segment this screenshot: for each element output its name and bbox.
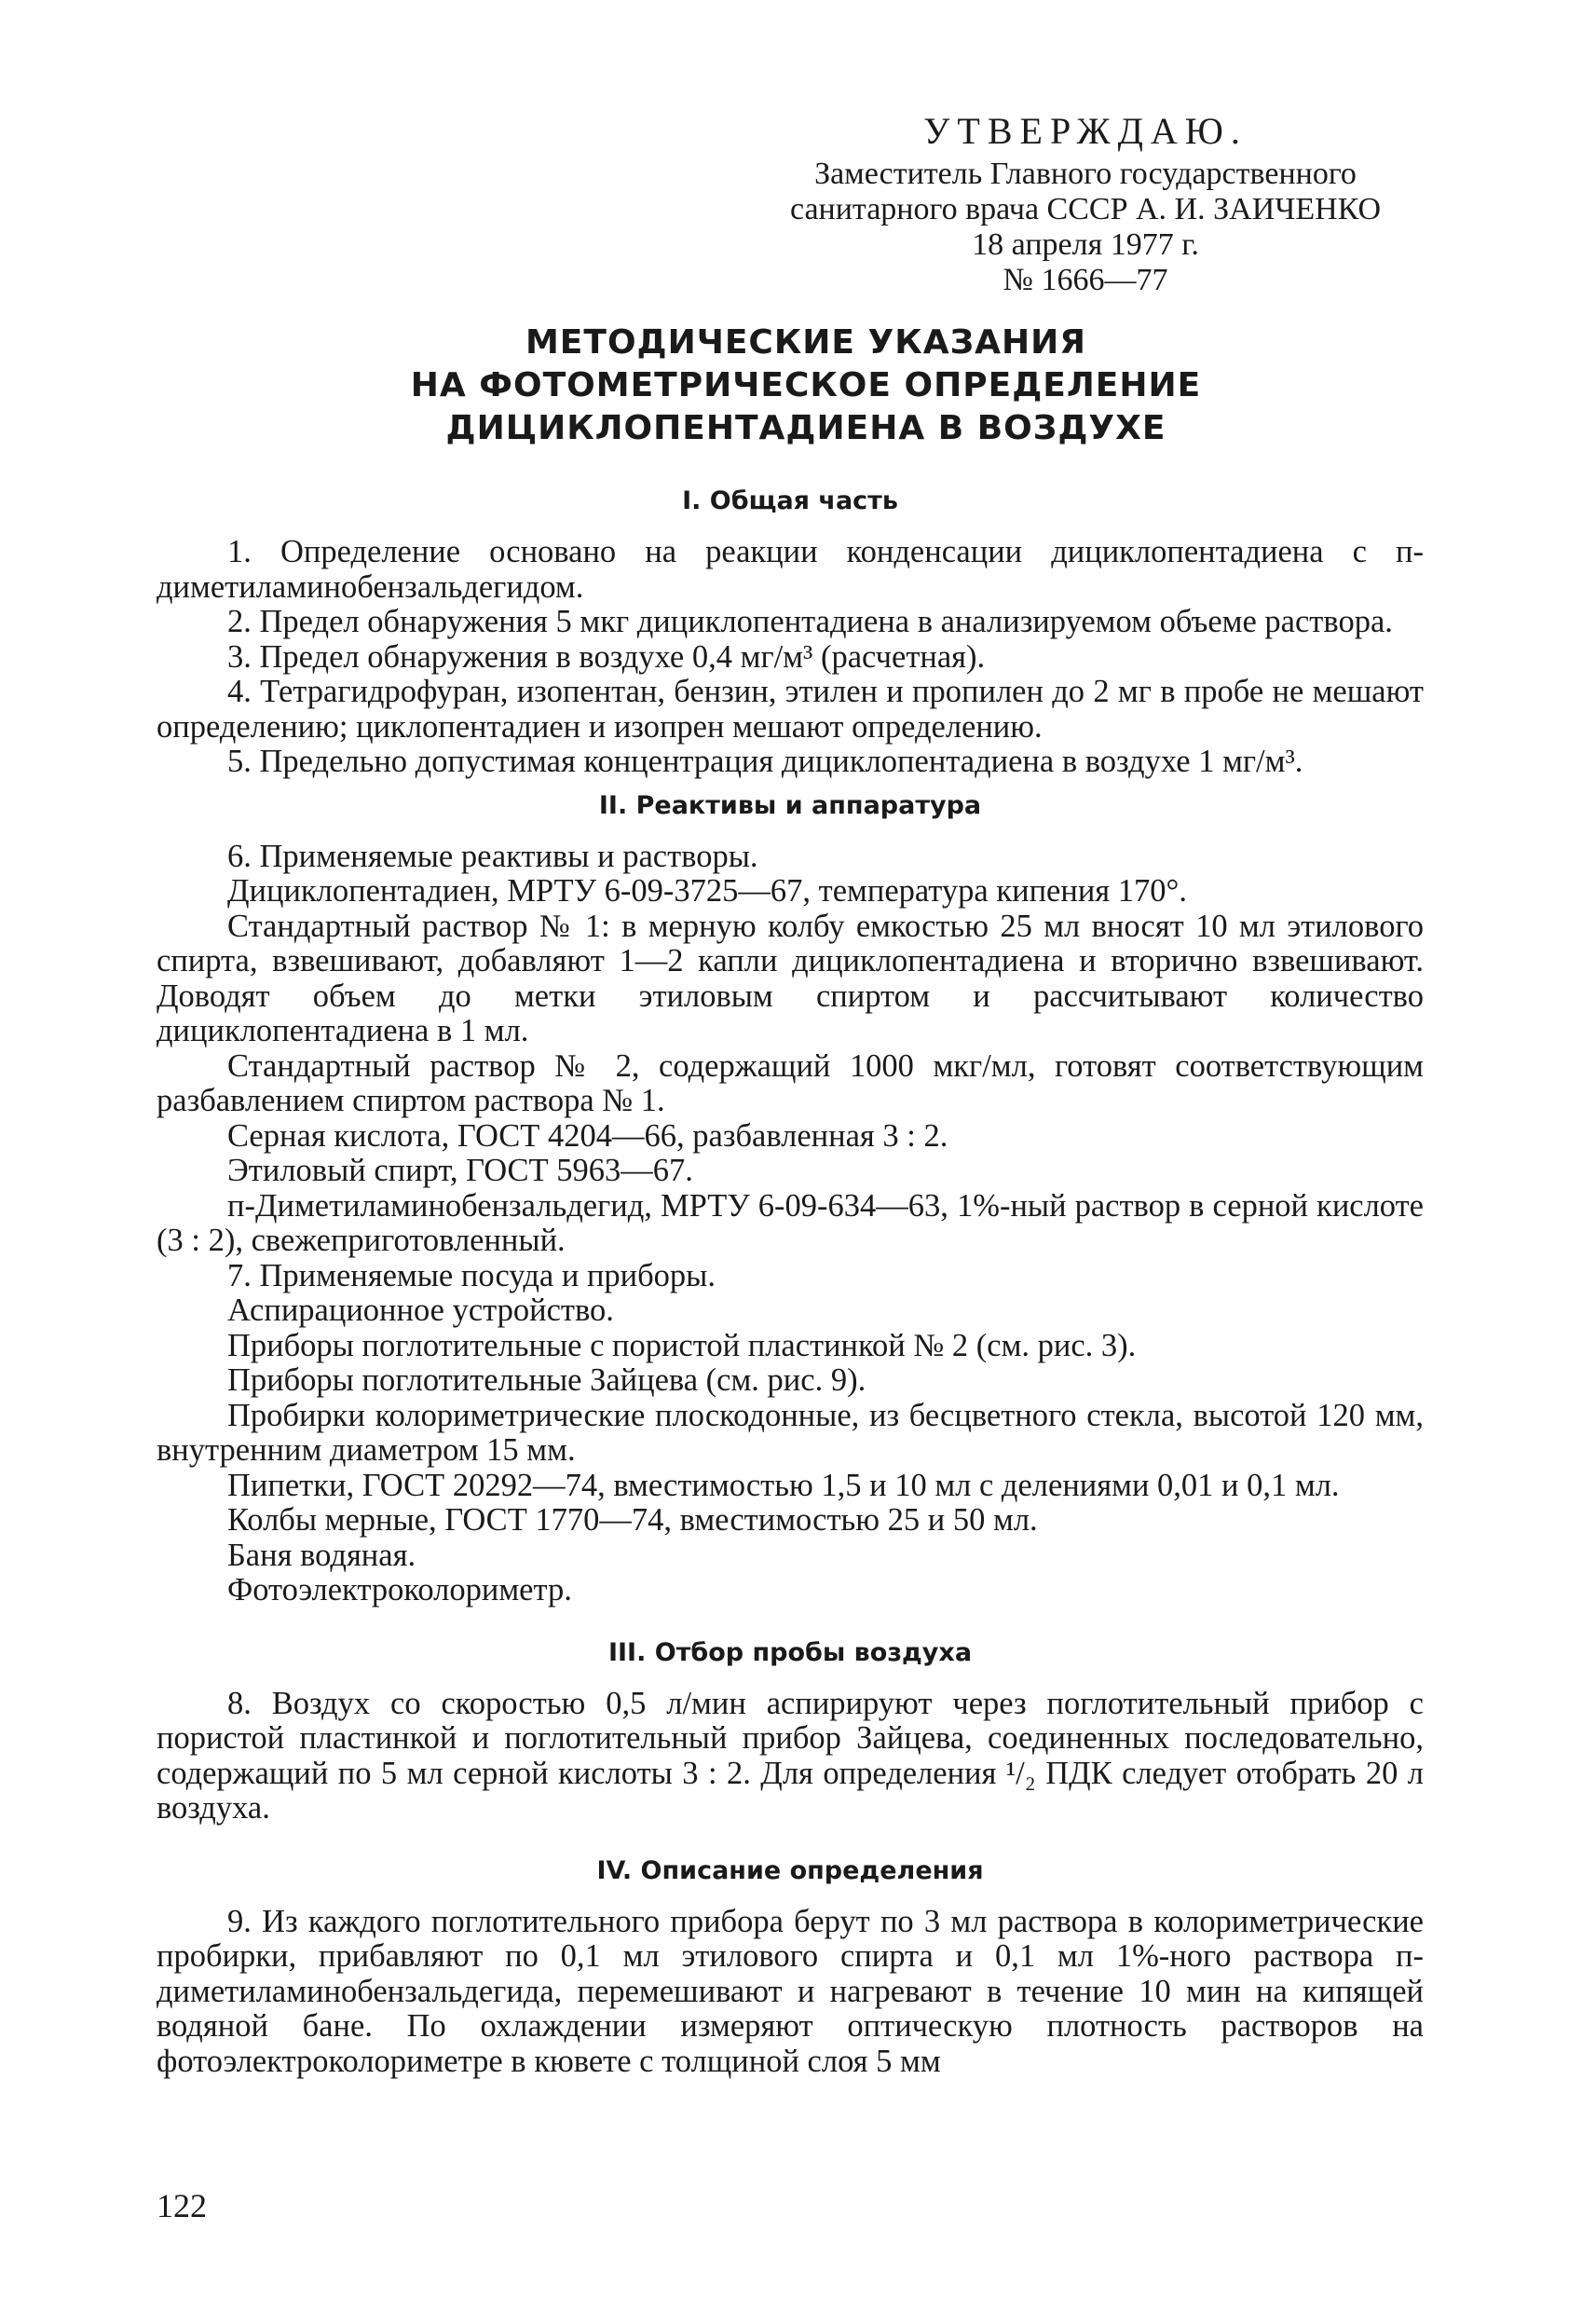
- paragraph: Пробирки колориметрические плоскодонные, из бесцветного стекла, высотой 120 мм, внутренним диаметром 15 мм.: [157, 1397, 1424, 1468]
- approval-date: 18 апреля 1977 г.: [972, 227, 1199, 262]
- paragraph: Приборы поглотительные Зайцева (см. рис. 9).: [227, 1362, 866, 1398]
- paragraph: п-Диметиламинобензальдегид, МРТУ 6-09-634—63, 1%-ный раствор в серной кислоте (3 : 2), свежеприготовленный.: [157, 1187, 1424, 1258]
- approval-line: Заместитель Главного государственного: [814, 157, 1357, 191]
- document-title: [280, 321, 1332, 450]
- section-heading: I. Общая часть: [682, 486, 898, 515]
- paragraph: Приборы поглотительные с пористой пластинкой № 2 (см. рис. 3).: [227, 1327, 1137, 1363]
- title-line: ДИЦИКЛОПЕНТАДИЕНА В ВОЗДУХЕ: [445, 409, 1166, 447]
- paragraph: 7. Применяемые посуда и приборы.: [227, 1257, 716, 1293]
- paragraph: Стандартный раствор № 1: в мерную колбу емкостью 25 мл вносят 10 мл этилового спирта, взвешивают, добавляют 1—2 капли дициклопентадиена и вторично взвешивают. Доводят объем до метки этиловым спиртом и рассчитывают количество дициклопентадиена в 1 мл.: [157, 908, 1424, 1048]
- title-line: НА ФОТОМЕТРИЧЕСКОЕ ОПРЕДЕЛЕНИЕ: [410, 366, 1202, 404]
- paragraph: 5. Предельно допустимая концентрация дициклопентадиена в воздухе 1 мг/м³.: [227, 744, 1303, 779]
- paragraph: 2. Предел обнаружения 5 мкг дициклопентадиена в анализируемом объеме раствора.: [227, 604, 1393, 639]
- title-line: МЕТОДИЧЕСКИЕ УКАЗАНИЯ: [525, 323, 1086, 362]
- paragraph: Баня водяная.: [227, 1537, 416, 1573]
- paragraph: Колбы мерные, ГОСТ 1770—74, вместимостью 25 и 50 мл.: [227, 1502, 1038, 1538]
- paragraph: Стандартный раствор № 2, содержащий 1000 мкг/мл, готовят соответствующим разбавлением спиртом раствора № 1.: [157, 1047, 1424, 1118]
- paragraph: 1. Определение основано на реакции конденсации дициклопентадиена с п-диметиламинобензальдегидом.: [157, 534, 1424, 605]
- paragraph: 9. Из каждого поглотительного прибора берут по 3 мл раствора в колориметрические пробирки, прибавляют по 0,1 мл этилового спирта и 0,1 мл 1%-ного раствора п-диметиламинобензальдегида, перемешивают и нагревают в течение 10 мин на кипящей водяной бане. По охлаждении измеряют оптическую плотность растворов на фотоэлектроколориметре в кювете с толщиной слоя 5 мм: [157, 1903, 1424, 2079]
- approval-heading: УТВЕРЖДАЮ.: [923, 110, 1248, 152]
- paragraph: Пипетки, ГОСТ 20292—74, вместимостью 1,5 и 10 мл с делениями 0,01 и 0,1 мл.: [227, 1467, 1340, 1503]
- section-heading: IV. Описание определения: [596, 1855, 984, 1885]
- paragraph: 6. Применяемые реактивы и растворы.: [227, 838, 758, 874]
- paragraph: Дициклопентадиен, МРТУ 6-09-3725—67, температура кипения 170°.: [227, 873, 1187, 909]
- paragraph: 4. Тетрагидрофуран, изопентан, бензин, этилен и пропилен до 2 мг в пробе не мешают определению; циклопентадиен и изопрен мешают определению.: [157, 674, 1424, 745]
- document-body: [157, 485, 1424, 2079]
- paragraph: Серная кислота, ГОСТ 4204—66, разбавленная 3 : 2.: [227, 1117, 948, 1154]
- approval-number: № 1666—77: [1003, 263, 1168, 297]
- paragraph: Фотоэлектроколориметр.: [227, 1572, 572, 1607]
- paragraph: Этиловый спирт, ГОСТ 5963—67.: [227, 1153, 693, 1188]
- paragraph: 8. Воздух со скоростью 0,5 л/мин аспирируют через поглотительный прибор с пористой пластинкой и поглотительный прибор Зайцева, соединенных последовательно, содержащий по 5 мл серной кислоты 3 : 2. Для определения ¹/₂ ПДК следует отобрать 20 л воздуха.: [157, 1685, 1424, 1826]
- page-number: 122: [157, 2187, 207, 2224]
- approval-line: санитарного врача СССР А. И. ЗАИЧЕНКО: [789, 192, 1382, 226]
- paragraph: Аспирационное устройство.: [227, 1293, 614, 1328]
- paragraph: 3. Предел обнаружения в воздухе 0,4 мг/м³ (расчетная).: [227, 638, 986, 675]
- section-heading: III. Отбор пробы воздуха: [607, 1637, 973, 1667]
- approval-block: [717, 110, 1453, 298]
- section-heading: II. Реактивы и аппаратура: [598, 790, 982, 820]
